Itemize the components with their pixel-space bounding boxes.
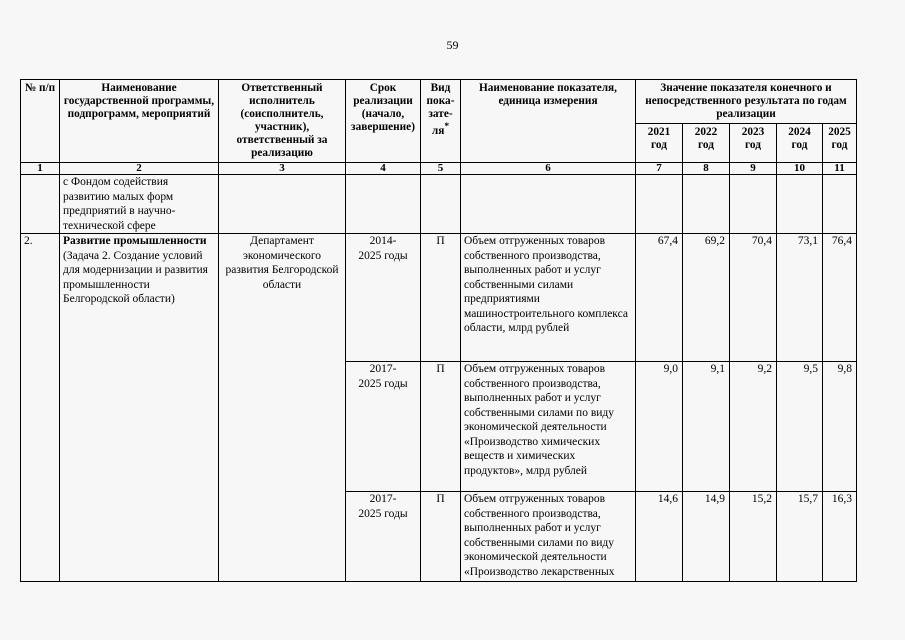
row-indicator: Объем отгруженных товаров собственного производства, выполненных работ и услуг собственными силами предприятиями машиностроительного комплекса области, млрд рублей (461, 234, 636, 362)
header-type (421, 80, 461, 163)
continuation-value (636, 175, 683, 234)
header-type-line3: ля (431, 124, 445, 137)
header-values: Значение показателя конечного и непосредственного результата по годам реализации (636, 80, 857, 124)
row-indicator: Объем отгруженных товаров собственного производства, выполненных работ и услуг собственными силами по виду экономической деятельности «Производство лекарственных (461, 492, 636, 582)
header-year-2022 (683, 124, 730, 163)
row-value-2024: 9,5 (777, 362, 823, 492)
col-number: 6 (461, 163, 636, 175)
section-name-rest: (Задача 2. Создание условий для модернизации и развития промышленности Белгородской области) (63, 249, 208, 305)
row-value-2022: 14,9 (683, 492, 730, 582)
row-type: П (421, 492, 461, 582)
header-term: Срок реализации (начало, завершение) (346, 80, 421, 163)
header-name: Наименование государственной программы, подпрограмм, мероприятий (60, 80, 219, 163)
header-type-sup: * (444, 122, 450, 132)
header-type-line1: Вид пока- (426, 82, 455, 107)
row-value-2022: 9,1 (683, 362, 730, 492)
section-num: 2. (21, 234, 60, 582)
section-name (60, 234, 219, 582)
table-row (21, 234, 857, 362)
col-number: 2 (60, 163, 219, 175)
row-value-2025: 9,8 (823, 362, 857, 492)
col-number: 8 (683, 163, 730, 175)
row-value-2024: 15,7 (777, 492, 823, 582)
col-number: 7 (636, 163, 683, 175)
continuation-value (777, 175, 823, 234)
row-value-2023: 9,2 (730, 362, 777, 492)
header-year-2025 (823, 124, 857, 163)
col-number: 11 (823, 163, 857, 175)
continuation-term (346, 175, 421, 234)
row-value-2021: 67,4 (636, 234, 683, 362)
row-type: П (421, 362, 461, 492)
col-number: 5 (421, 163, 461, 175)
continuation-name: с Фондом содействия развитию малых форм предприятий в научно-технической сфере (60, 175, 219, 234)
header-responsible: Ответственный исполнитель (соисполнитель, участник), ответственный за реализацию (219, 80, 346, 163)
row-value-2023: 15,2 (730, 492, 777, 582)
continuation-value (683, 175, 730, 234)
col-number: 4 (346, 163, 421, 175)
continuation-indicator (461, 175, 636, 234)
section-name-bold: Развитие промышленности (63, 235, 207, 247)
row-value-2022: 69,2 (683, 234, 730, 362)
year-unit: год (698, 139, 714, 151)
continuation-responsible (219, 175, 346, 234)
row-value-2025: 76,4 (823, 234, 857, 362)
col-number: 10 (777, 163, 823, 175)
year-label: 2022 (694, 126, 718, 138)
col-number: 9 (730, 163, 777, 175)
row-term: 2014- 2025 годы (346, 234, 421, 362)
continuation-value (823, 175, 857, 234)
year-unit: год (745, 139, 761, 151)
row-type: П (421, 234, 461, 362)
continuation-value (730, 175, 777, 234)
year-unit: год (831, 139, 848, 151)
continuation-type (421, 175, 461, 234)
col-number: 1 (21, 163, 60, 175)
year-label: 2021 (647, 126, 671, 138)
header-year-2021 (636, 124, 683, 163)
page-number: 59 (446, 38, 459, 52)
year-unit: год (651, 139, 667, 151)
row-value-2025: 16,3 (823, 492, 857, 582)
year-label: 2025 (828, 126, 851, 138)
header-num: № п/п (21, 80, 60, 163)
indicators-table (20, 79, 857, 582)
continuation-num (21, 175, 60, 234)
row-term: 2017- 2025 годы (346, 492, 421, 582)
header-year-2023 (730, 124, 777, 163)
row-value-2021: 9,0 (636, 362, 683, 492)
header-year-2024 (777, 124, 823, 163)
row-value-2021: 14,6 (636, 492, 683, 582)
year-unit: год (791, 139, 808, 151)
row-indicator: Объем отгруженных товаров собственного производства, выполненных работ и услуг собственными силами по виду экономической деятельности «Производство химических веществ и химических продуктов», млрд рублей (461, 362, 636, 492)
row-value-2023: 70,4 (730, 234, 777, 362)
header-type-line2: зате- (428, 108, 453, 120)
section-responsible: Департамент экономического развития Белгородской области (219, 234, 346, 582)
row-value-2024: 73,1 (777, 234, 823, 362)
col-number: 3 (219, 163, 346, 175)
header-indicator: Наименование показателя, единица измерения (461, 80, 636, 163)
year-label: 2023 (741, 126, 765, 138)
year-label: 2024 (788, 126, 811, 138)
row-term: 2017- 2025 годы (346, 362, 421, 492)
